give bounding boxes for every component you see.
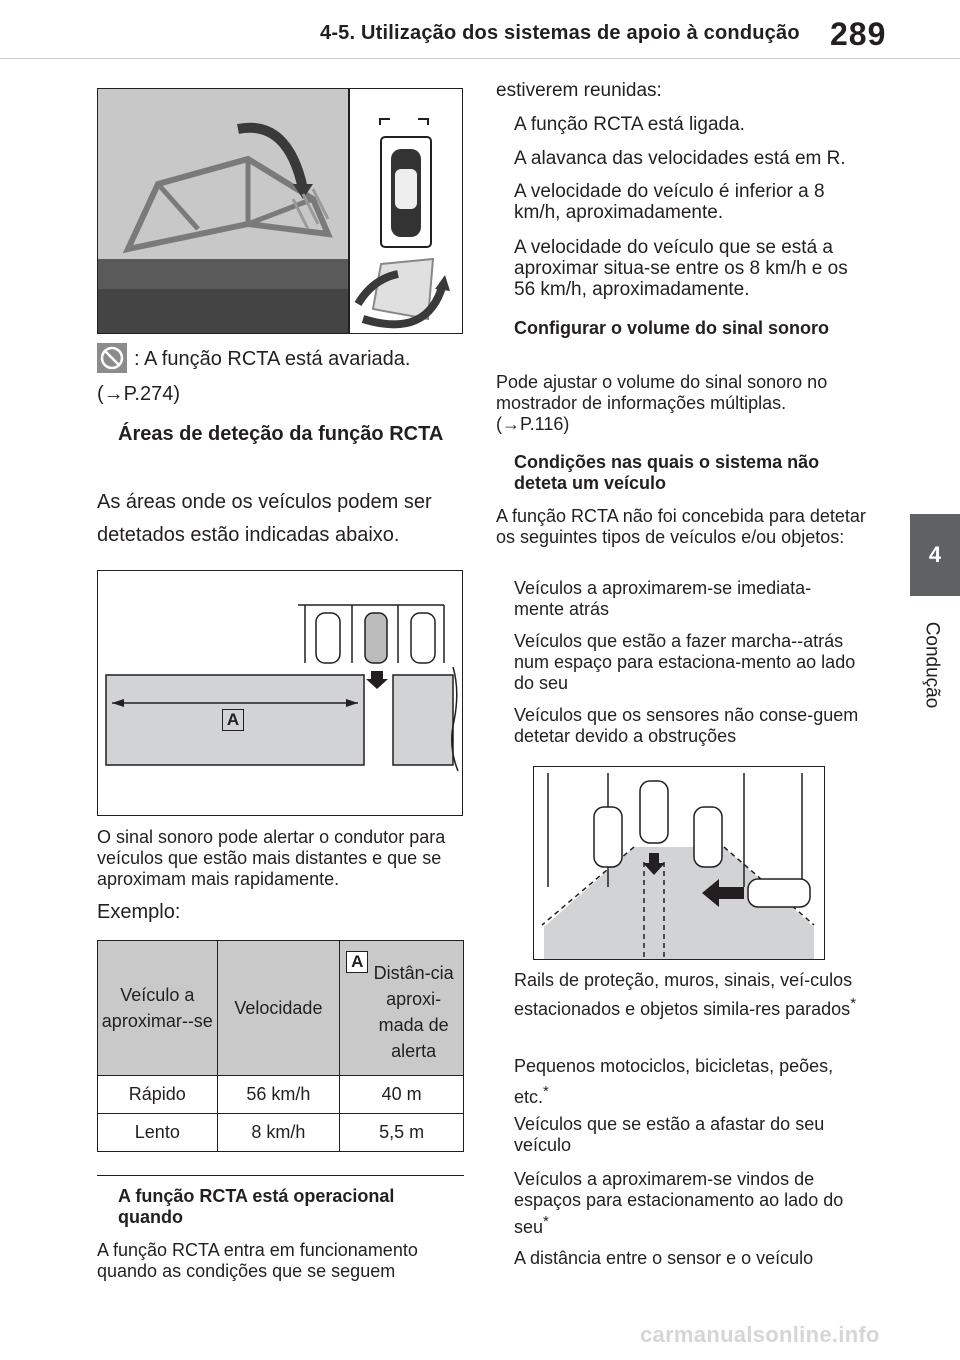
operational-text: A função RCTA entra em funcionamento quando as condições que se seguem: [97, 1240, 418, 1281]
area-a-label: A: [222, 709, 244, 731]
table-cell: 8 km/h: [217, 1114, 340, 1152]
table-cell: Lento: [98, 1114, 218, 1152]
icon-caption: : A função RCTA está avariada.: [134, 348, 411, 370]
table-cell: 5,5 m: [340, 1114, 464, 1152]
table-cell: Rápido: [98, 1076, 218, 1114]
table-row: [98, 1114, 464, 1152]
areas-description: As áreas onde os veículos podem ser detetados estão indicadas abaixo.: [97, 491, 432, 546]
table-header: A Distân-cia aproxi-mada de alerta: [340, 941, 464, 1076]
detection-area-figure: [97, 570, 463, 816]
no-detect-item: Veículos que estão a fazer marcha--atrás num espaço para estaciona-mento ao lado do seu: [514, 631, 856, 693]
table-cell: 40 m: [340, 1076, 464, 1114]
not-detected-item: Veículos a aproximarem-se vindos de espaços para estacionamento ao lado do seu*: [514, 1169, 844, 1237]
footer-watermark: carmanualsonline.info: [640, 1322, 880, 1347]
icon-reference: (→P.274): [97, 383, 181, 405]
no-detect-text: A função RCTA não foi concebida para detetar os seguintes tipos de veículos e/ou objetos:: [496, 506, 866, 547]
condition-item: A alavanca das velocidades está em R.: [514, 148, 846, 169]
alert-description: O sinal sonoro pode alertar o condutor para veículos que estão mais distantes e que se aproximam mais rapidamente.: [97, 827, 446, 889]
no-detect-item: Veículos a aproximarem-se imediata-mente atrás: [514, 578, 812, 619]
table-header: Velocidade: [217, 941, 340, 1076]
not-detected-item: Veículos que se estão a afastar do seu veículo: [514, 1114, 825, 1155]
not-detected-item: A distância entre o sensor e o veículo: [514, 1248, 814, 1268]
condition-item: A velocidade do veículo é inferior a 8 km/h, aproximadamente.: [514, 181, 825, 223]
not-detected-item: Rails de proteção, muros, sinais, veí-culos estacionados e objetos simila-res parados*: [514, 970, 857, 1019]
header-badge: A: [346, 951, 368, 973]
intro-text: estiverem reunidas:: [496, 80, 662, 101]
heading-volume: Configurar o volume do sinal sonoro: [514, 318, 830, 338]
condition-item: A velocidade do veículo que se está a aproximar situa-se entre os 8 km/h e os 56 km/h, aproximadamente.: [514, 237, 848, 300]
no-detect-item: Veículos que os sensores não conse-guem detetar devido a obstruções: [514, 705, 859, 746]
volume-text: Pode ajustar o volume do sinal sonoro no mostrador de informações múltiplas.: [496, 372, 828, 413]
table-header: Veículo a aproximar--se: [98, 941, 218, 1076]
chapter-tab: 4: [910, 514, 960, 596]
header-rule: [0, 58, 960, 59]
heading-detection-areas: Áreas de deteção da função RCTA: [118, 423, 444, 445]
example-label: Exemplo:: [97, 901, 181, 923]
table-row: [98, 1076, 464, 1114]
volume-reference: (→P.116): [496, 414, 570, 434]
section-divider: [97, 1175, 464, 1176]
rcta-fault-icon: [97, 343, 127, 373]
chapter-label: Condução: [921, 621, 942, 709]
alert-distance-table: [97, 940, 464, 1152]
heading-operational: A função RCTA está operacional quando: [118, 1186, 395, 1227]
condition-item: A função RCTA está ligada.: [514, 114, 745, 135]
not-detected-item: Pequenos motociclos, bicicletas, peões, etc.*: [514, 1056, 834, 1107]
table-cell: 56 km/h: [217, 1076, 340, 1114]
page-number: 289: [830, 16, 887, 52]
obstruction-figure: [533, 766, 825, 960]
section-title: 4-5. Utilização dos sistemas de apoio à condução: [320, 22, 800, 44]
camera-display-figure: [97, 88, 463, 334]
heading-no-detect: Condições nas quais o sistema não deteta um veículo: [514, 452, 820, 493]
